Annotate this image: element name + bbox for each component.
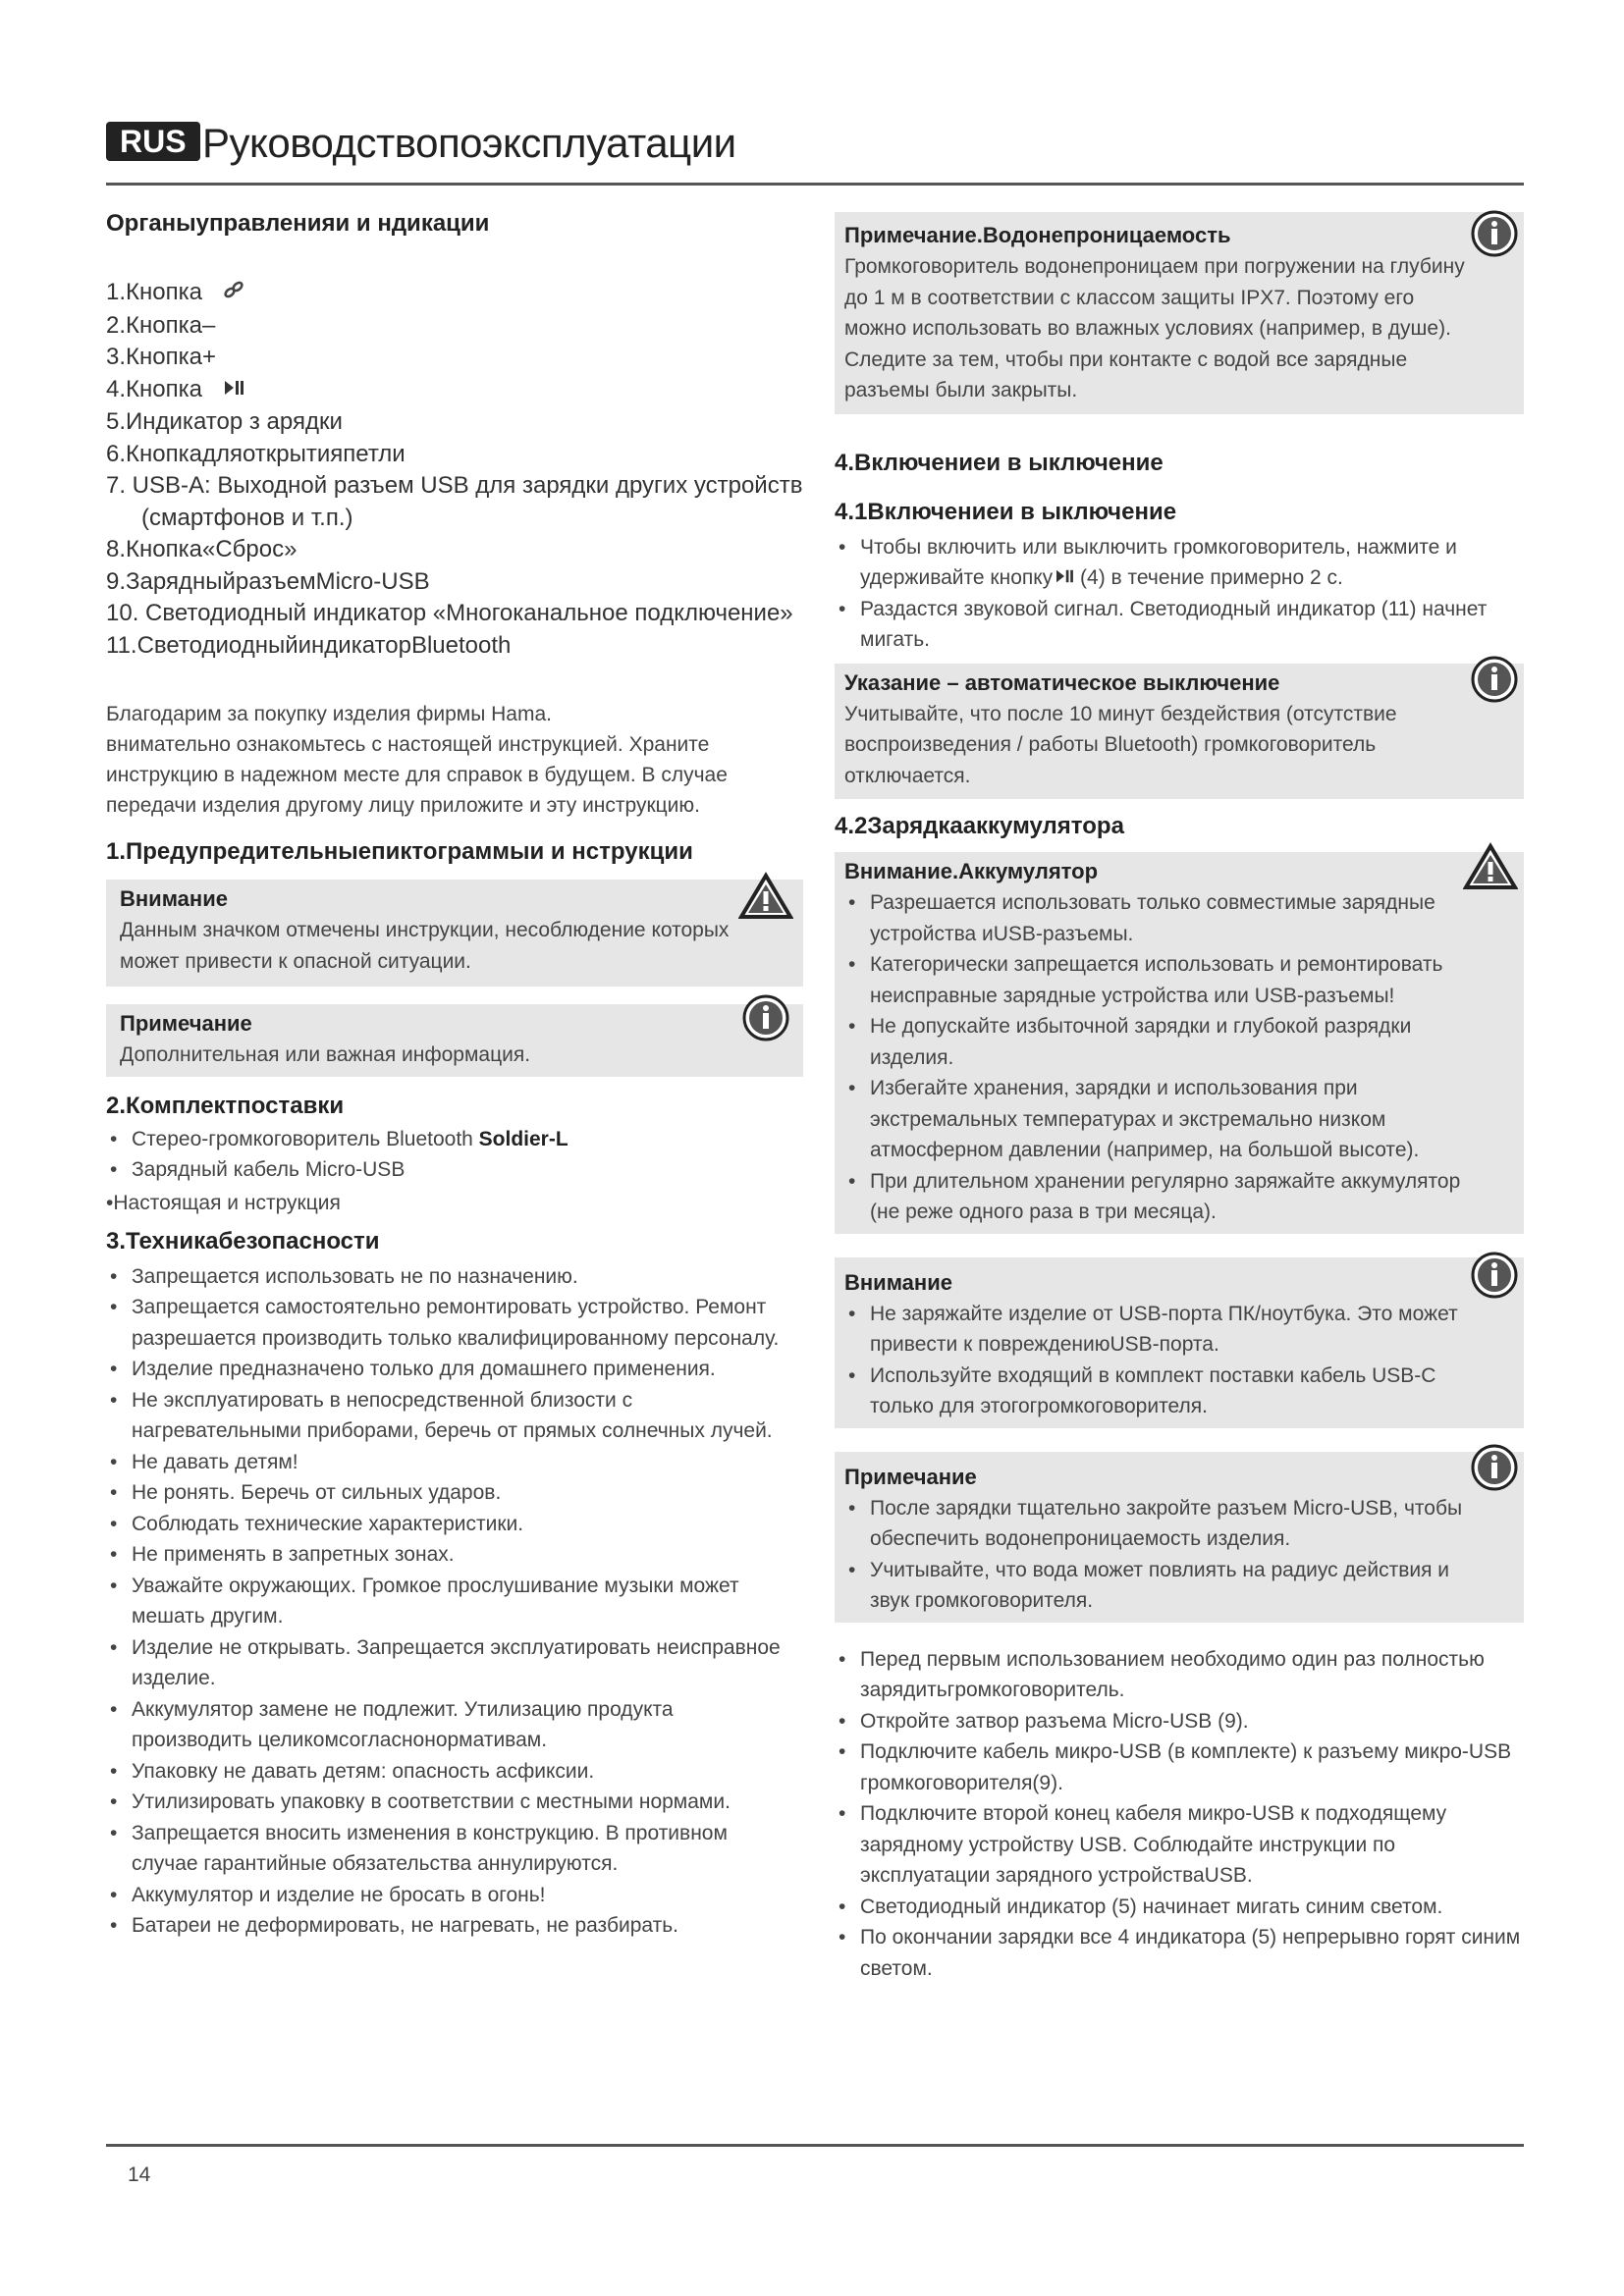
power-list bbox=[835, 532, 1524, 656]
list-item: 2.Кнопка– bbox=[106, 311, 216, 339]
package-contents-item: •Настоящая и нструкция bbox=[106, 1191, 341, 1214]
play-pause-icon bbox=[218, 381, 244, 400]
list-item: • Запрещается самостоятельно ремонтировать устройство. Ремонт разрешается производить только квалифицированному персоналу. bbox=[106, 1292, 793, 1354]
warning-title: Внимание bbox=[120, 886, 228, 911]
list-item: 6.Кнопкадляоткрытияпетли bbox=[106, 440, 406, 467]
list-item: • Избегайте хранения, зарядки и использования при экстремальных температурах и экстремально низком атмосферном давлении (например, на большой высоте). bbox=[844, 1073, 1469, 1166]
list-item: • Зарядный кабель Micro-USB bbox=[106, 1154, 803, 1186]
safety-list bbox=[106, 1261, 793, 1942]
list-item: • Запрещается вносить изменения в конструкцию. В противном случае гарантийные обязательства аннулируются. bbox=[106, 1818, 793, 1880]
list-item: • Учитывайте, что вода может повлиять на радиус действия и звук громкоговорителя. bbox=[844, 1555, 1469, 1617]
language-badge: RUS bbox=[106, 122, 200, 161]
battery-warning-list bbox=[844, 887, 1469, 1228]
auto-off-title: Указание – автоматическое выключение bbox=[844, 669, 1280, 695]
charging-note-title: Примечание bbox=[844, 1464, 977, 1489]
list-item: • Перед первым использованием необходимо один раз полностью зарядитьгромкоговоритель. bbox=[835, 1644, 1522, 1706]
info-icon bbox=[1471, 1444, 1518, 1496]
waterproof-body: Громкоговоритель водонепроницаем при погружении на глубину до 1 м в соответствии с классом защиты IPX7. Поэтому его можно использовать во влажных условиях (например, в душе). Следите за тем, чтобы при контакте с водой все зарядные разъемы были закрыты. bbox=[844, 255, 1465, 401]
list-item: • Упаковку не давать детям: опасность асфиксии. bbox=[106, 1756, 793, 1788]
footer-rule bbox=[106, 2144, 1524, 2147]
list-item: • Аккумулятор и изделие не бросать в огонь! bbox=[106, 1880, 793, 1911]
list-item: • Уважайте окружающих. Громкое прослушивание музыки может мешать другим. bbox=[106, 1571, 793, 1632]
section2-heading: 2.Комплектпоставки bbox=[106, 1092, 345, 1119]
warning-box bbox=[106, 880, 803, 987]
info-icon bbox=[1471, 210, 1518, 262]
usb-attention-list bbox=[844, 1299, 1469, 1422]
note-body: Дополнительная или важная информация. bbox=[120, 1043, 531, 1066]
list-item: • Категорически запрещается использовать и ремонтировать неисправные зарядные устройства или USB-разъемы! bbox=[844, 949, 1469, 1011]
list-item: 10. Светодиодный индикатор «Многоканальное подключение» bbox=[106, 600, 793, 626]
list-item: 8.Кнопка«Сброс» bbox=[106, 536, 298, 562]
list-item: • Не заряжайте изделие от USB-порта ПК/ноутбука. Это может привести к повреждениюUSB-порта. bbox=[844, 1299, 1469, 1361]
section3-heading: 3.Техникабезопасности bbox=[106, 1227, 380, 1255]
document-title: Руководствопоэксплуатации bbox=[202, 120, 736, 166]
list-item: • После зарядки тщательно закройте разъем Micro-USB, чтобы обеспечить водонепроницаемость изделия. bbox=[844, 1493, 1469, 1555]
section4-1-heading: 4.1Включениеи в ыключение bbox=[835, 498, 1177, 525]
list-item: 9.ЗарядныйразъемMicro-USB bbox=[106, 567, 430, 595]
page-number: 14 bbox=[128, 2163, 151, 2186]
controls-list bbox=[106, 277, 803, 662]
section4-2-heading: 4.2Зарядкааккумулятора bbox=[835, 813, 1124, 839]
list-item: • Подключите второй конец кабеля микро-USB к подходящему зарядному устройству USB. Соблюдайте инструкции по эксплуатации зарядного устройстваUSB. bbox=[835, 1798, 1522, 1892]
list-item: • Соблюдать технические характеристики. bbox=[106, 1509, 793, 1540]
note-box bbox=[106, 1004, 803, 1077]
section4-heading: 4.Включениеи в ыключение bbox=[835, 449, 1164, 476]
list-item: • Раздастся звуковой сигнал. Светодиодный индикатор (11) начнет мигать. bbox=[835, 594, 1524, 656]
waterproof-title: Примечание.Водонепроницаемость bbox=[844, 223, 1231, 247]
list-item: • Не допускайте избыточной зарядки и глубокой разрядки изделия. bbox=[844, 1011, 1469, 1073]
usb-attention-title: Внимание bbox=[844, 1269, 952, 1295]
play-pause-icon bbox=[1055, 566, 1074, 589]
list-item: • По окончании зарядки все 4 индикатора (5) непрерывно горят синим светом. bbox=[835, 1922, 1522, 1984]
link-icon bbox=[218, 284, 244, 303]
list-item: • Запрещается использовать не по назначению. bbox=[106, 1261, 793, 1293]
auto-off-body: Учитывайте, что после 10 минут бездействия (отсутствие воспроизведения / работы Bluetooth) громкоговоритель отключается. bbox=[844, 702, 1397, 787]
page-header bbox=[106, 118, 1524, 186]
charging-note-box bbox=[835, 1452, 1524, 1623]
charging-note-list bbox=[844, 1493, 1469, 1617]
auto-off-note-box bbox=[835, 664, 1524, 800]
package-contents-list bbox=[106, 1124, 803, 1186]
list-item: • Батареи не деформировать, не нагревать, не разбирать. bbox=[106, 1910, 793, 1942]
battery-warning-box bbox=[835, 852, 1524, 1234]
warning-triangle-icon bbox=[738, 872, 793, 926]
list-item: 7. USB-A: Выходной разъем USB для зарядки других устройств (смартфонов и т.п.) bbox=[106, 472, 803, 531]
list-item: • Аккумулятор замене не подлежит. Утилизацию продукта производить целикомсогласнонормативам. bbox=[106, 1694, 793, 1756]
list-item: • Не ронять. Беречь от сильных ударов. bbox=[106, 1477, 793, 1509]
charging-steps-list bbox=[835, 1644, 1522, 1985]
list-item: 11.СветодиодныйиндикаторBluetooth bbox=[106, 631, 512, 659]
list-item: 3.Кнопка+ bbox=[106, 344, 216, 370]
list-item: 4.Кнопка bbox=[106, 374, 803, 407]
battery-warning-title: Внимание.Аккумулятор bbox=[844, 859, 1099, 883]
list-item: • Не эксплуатировать в непосредственной близости с нагревательными приборами, беречь от прямых солнечных лучей. bbox=[106, 1385, 793, 1447]
list-item: • Утилизировать упаковку в соответствии с местными нормами. bbox=[106, 1787, 793, 1818]
left-column bbox=[106, 204, 803, 1942]
intro-text: Благодарим за покупку изделия фирмы Hama. внимательно ознакомьтесь с настоящей инструкцией. Храните инструкцию в надежном месте для справок в будущем. В случае передачи изделия другому лицу приложите и эту инструкцию. bbox=[106, 703, 728, 817]
warning-body: Данным значком отмечены инструкции, несоблюдение которых может привести к опасной ситуации. bbox=[120, 919, 730, 973]
list-item: • Подключите кабель микро-USB (в комплекте) к разъему микро-USB громкоговорителя(9). bbox=[835, 1736, 1522, 1798]
list-item: • Изделие не открывать. Запрещается эксплуатировать неисправное изделие. bbox=[106, 1632, 793, 1694]
info-icon bbox=[1471, 656, 1518, 708]
warning-triangle-icon bbox=[1463, 842, 1518, 896]
list-item: • Не применять в запретных зонах. bbox=[106, 1539, 793, 1571]
list-item: • Откройте затвор разъема Micro-USB (9). bbox=[835, 1706, 1522, 1737]
list-item: • Используйте входящий в комплект поставки кабель USB-C только для этогогромкоговорителя. bbox=[844, 1361, 1469, 1422]
info-icon bbox=[1471, 1252, 1518, 1304]
list-item: • Не давать детям! bbox=[106, 1447, 793, 1478]
section1-heading: 1.Предупредительныепиктограммыи и нструкции bbox=[106, 838, 693, 865]
list-item: • Разрешается использовать только совместимые зарядные устройства иUSB-разъемы. bbox=[844, 887, 1469, 949]
list-item: • Стерео-громкоговоритель Bluetooth Soldier-L bbox=[106, 1124, 803, 1155]
usb-attention-box bbox=[835, 1257, 1524, 1428]
list-item: 5.Индикатор з арядки bbox=[106, 408, 343, 435]
note-title: Примечание bbox=[120, 1011, 252, 1036]
list-item: 1.Кнопка bbox=[106, 277, 803, 310]
list-item: • При длительном хранении регулярно заряжайте аккумулятор (не реже одного раза в три месяца). bbox=[844, 1166, 1469, 1228]
list-item: • Изделие предназначено только для домашнего применения. bbox=[106, 1354, 793, 1385]
right-column bbox=[835, 204, 1524, 1984]
list-item: • Чтобы включить или выключить громкоговоритель, нажмите и удерживайте кнопку (4) в течение примерно 2 с. bbox=[835, 532, 1524, 594]
info-icon bbox=[742, 994, 789, 1046]
waterproof-note-box bbox=[835, 212, 1524, 414]
list-item: • Светодиодный индикатор (5) начинает мигать синим светом. bbox=[835, 1892, 1522, 1923]
controls-heading: Органыуправленияи и ндикации bbox=[106, 210, 490, 237]
